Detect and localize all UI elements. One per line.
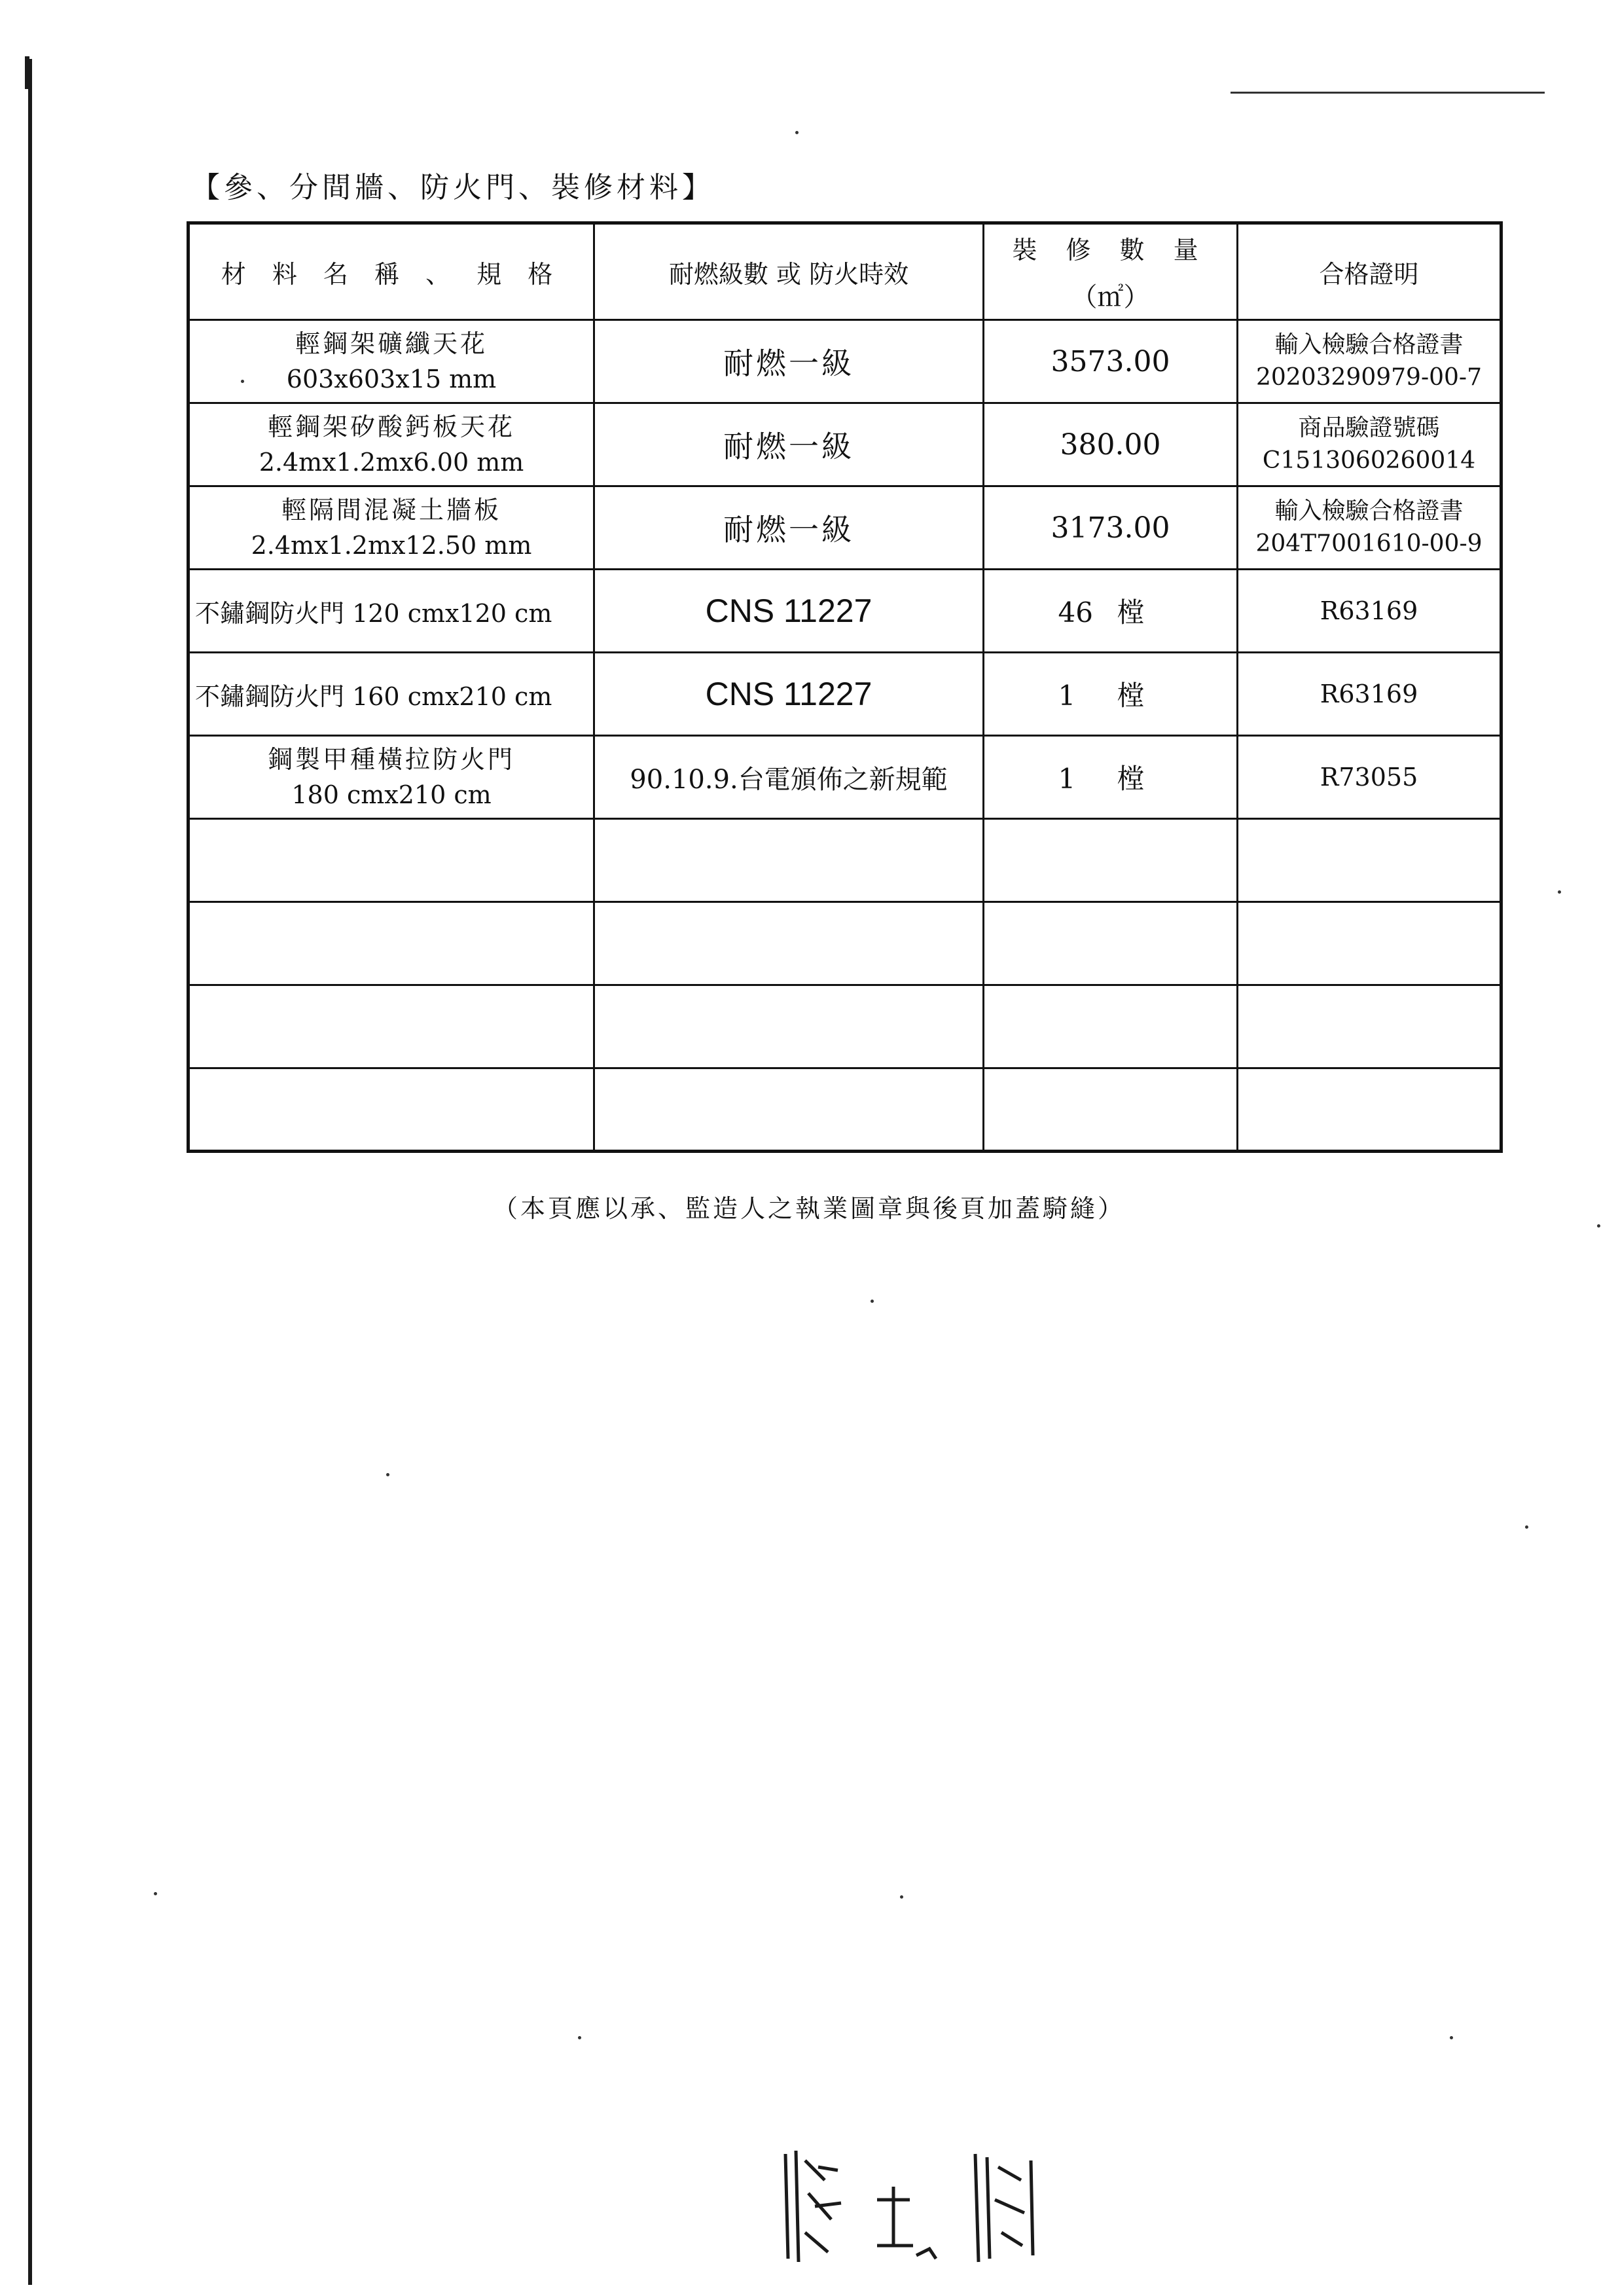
empty-cell	[594, 819, 984, 902]
material-name-cell	[189, 320, 594, 403]
material-name-cell	[189, 736, 594, 819]
material-name: 輕鋼架矽酸鈣板天花	[267, 412, 515, 441]
empty-table-row	[189, 985, 1501, 1068]
certificate-cell: R73055	[1238, 736, 1501, 819]
material-spec: 2.4mx1.2mx6.00 mm	[259, 448, 524, 477]
quantity-unit: 樘	[1117, 596, 1145, 629]
scan-top-line	[1231, 92, 1545, 94]
table-row	[189, 320, 1501, 403]
material-name: 輕鋼架礦纖天花	[295, 329, 488, 358]
scan-speck	[871, 1300, 874, 1303]
empty-cell	[594, 985, 984, 1068]
empty-cell	[594, 1068, 984, 1152]
scan-speck	[154, 1892, 157, 1895]
seam-stamp-graphic	[779, 2141, 1041, 2265]
material-name: 輕隔間混凝土牆板	[281, 496, 501, 524]
header-certificate: 合格證明	[1238, 223, 1501, 320]
quantity-cell: 3173.00	[984, 486, 1238, 570]
empty-cell	[984, 985, 1238, 1068]
empty-cell	[984, 819, 1238, 902]
table-row	[189, 403, 1501, 486]
fire-rating-cell: 耐燃一級	[594, 403, 984, 486]
certificate-cell	[1238, 403, 1501, 486]
scan-speck	[241, 380, 244, 383]
quantity-number: 1	[1058, 763, 1076, 795]
fire-rating-cell: 耐燃一級	[594, 486, 984, 570]
table-row	[189, 570, 1501, 653]
table-row	[189, 653, 1501, 736]
material-spec: 180 cmx210 cm	[291, 780, 492, 809]
quantity-unit: 樘	[1117, 680, 1145, 712]
empty-cell	[1238, 819, 1501, 902]
header-material-name: 材 料 名 稱 、 規 格	[189, 223, 594, 320]
certificate-cell: R63169	[1238, 570, 1501, 653]
scan-speck	[386, 1473, 389, 1476]
material-spec: 2.4mx1.2mx12.50 mm	[251, 531, 532, 560]
fire-rating-cell: 耐燃一級	[594, 320, 984, 403]
empty-cell	[189, 902, 594, 985]
header-quantity-label: 裝 修 數 量	[1012, 236, 1209, 264]
certificate-cell: R63169	[1238, 653, 1501, 736]
scan-speck	[1525, 1525, 1528, 1529]
scan-speck	[1558, 890, 1561, 894]
header-quantity	[984, 223, 1238, 320]
scan-speck	[1597, 1224, 1600, 1228]
certificate-cell	[1238, 486, 1501, 570]
empty-cell	[1238, 902, 1501, 985]
empty-cell	[984, 1068, 1238, 1152]
header-fire-rating: 耐燃級數 或 防火時效	[594, 223, 984, 320]
material-name-cell	[189, 486, 594, 570]
section-title: 【參、分間牆、防火門、裝修材料】	[191, 171, 715, 204]
empty-cell	[189, 985, 594, 1068]
empty-cell	[1238, 1068, 1501, 1152]
quantity-number: 46	[1058, 596, 1093, 629]
empty-cell	[1238, 985, 1501, 1068]
table-header-row	[189, 223, 1501, 320]
certificate-type: 商品驗證號碼	[1298, 414, 1440, 441]
certificate-type: 輸入檢驗合格證書	[1274, 498, 1464, 524]
quantity-cell	[984, 570, 1238, 653]
empty-table-row	[189, 1068, 1501, 1152]
empty-cell	[984, 902, 1238, 985]
quantity-cell: 380.00	[984, 403, 1238, 486]
empty-cell	[189, 819, 594, 902]
scan-speck	[578, 2036, 581, 2039]
fire-rating-cell: CNS 11227	[594, 570, 984, 653]
table-row	[189, 736, 1501, 819]
materials-table	[187, 221, 1503, 1153]
empty-cell	[594, 902, 984, 985]
certificate-cell	[1238, 320, 1501, 403]
quantity-number: 1	[1058, 680, 1076, 712]
scan-speck	[900, 1895, 903, 1899]
quantity-cell	[984, 653, 1238, 736]
footnote: （本頁應以承、監造人之執業圖章與後頁加蓋騎縫）	[492, 1194, 1125, 1223]
certificate-number: C1513060260014	[1262, 447, 1476, 474]
fire-rating-cell: 90.10.9.台電頒佈之新規範	[594, 736, 984, 819]
quantity-unit: 樘	[1117, 763, 1145, 795]
material-name-cell: 不鏽鋼防火門 160 cmx210 cm	[189, 653, 594, 736]
certificate-type: 輸入檢驗合格證書	[1274, 331, 1464, 358]
material-name: 鋼製甲種橫拉防火門	[267, 745, 515, 774]
material-spec: 603x603x15 mm	[286, 365, 497, 393]
material-name-cell	[189, 403, 594, 486]
empty-table-row	[189, 902, 1501, 985]
empty-table-row	[189, 819, 1501, 902]
quantity-cell: 3573.00	[984, 320, 1238, 403]
certificate-number: 204T7001610-00-9	[1255, 530, 1483, 557]
scan-edge-line	[28, 59, 32, 2285]
scan-edge-mark	[25, 56, 29, 89]
scan-speck	[795, 131, 799, 134]
fire-rating-cell: CNS 11227	[594, 653, 984, 736]
header-quantity-unit: （㎡）	[1071, 282, 1150, 312]
table-row	[189, 486, 1501, 570]
material-name-cell: 不鏽鋼防火門 120 cmx120 cm	[189, 570, 594, 653]
certificate-number: 20203290979-00-7	[1256, 364, 1482, 391]
empty-cell	[189, 1068, 594, 1152]
quantity-cell	[984, 736, 1238, 819]
scan-speck	[1450, 2036, 1453, 2039]
